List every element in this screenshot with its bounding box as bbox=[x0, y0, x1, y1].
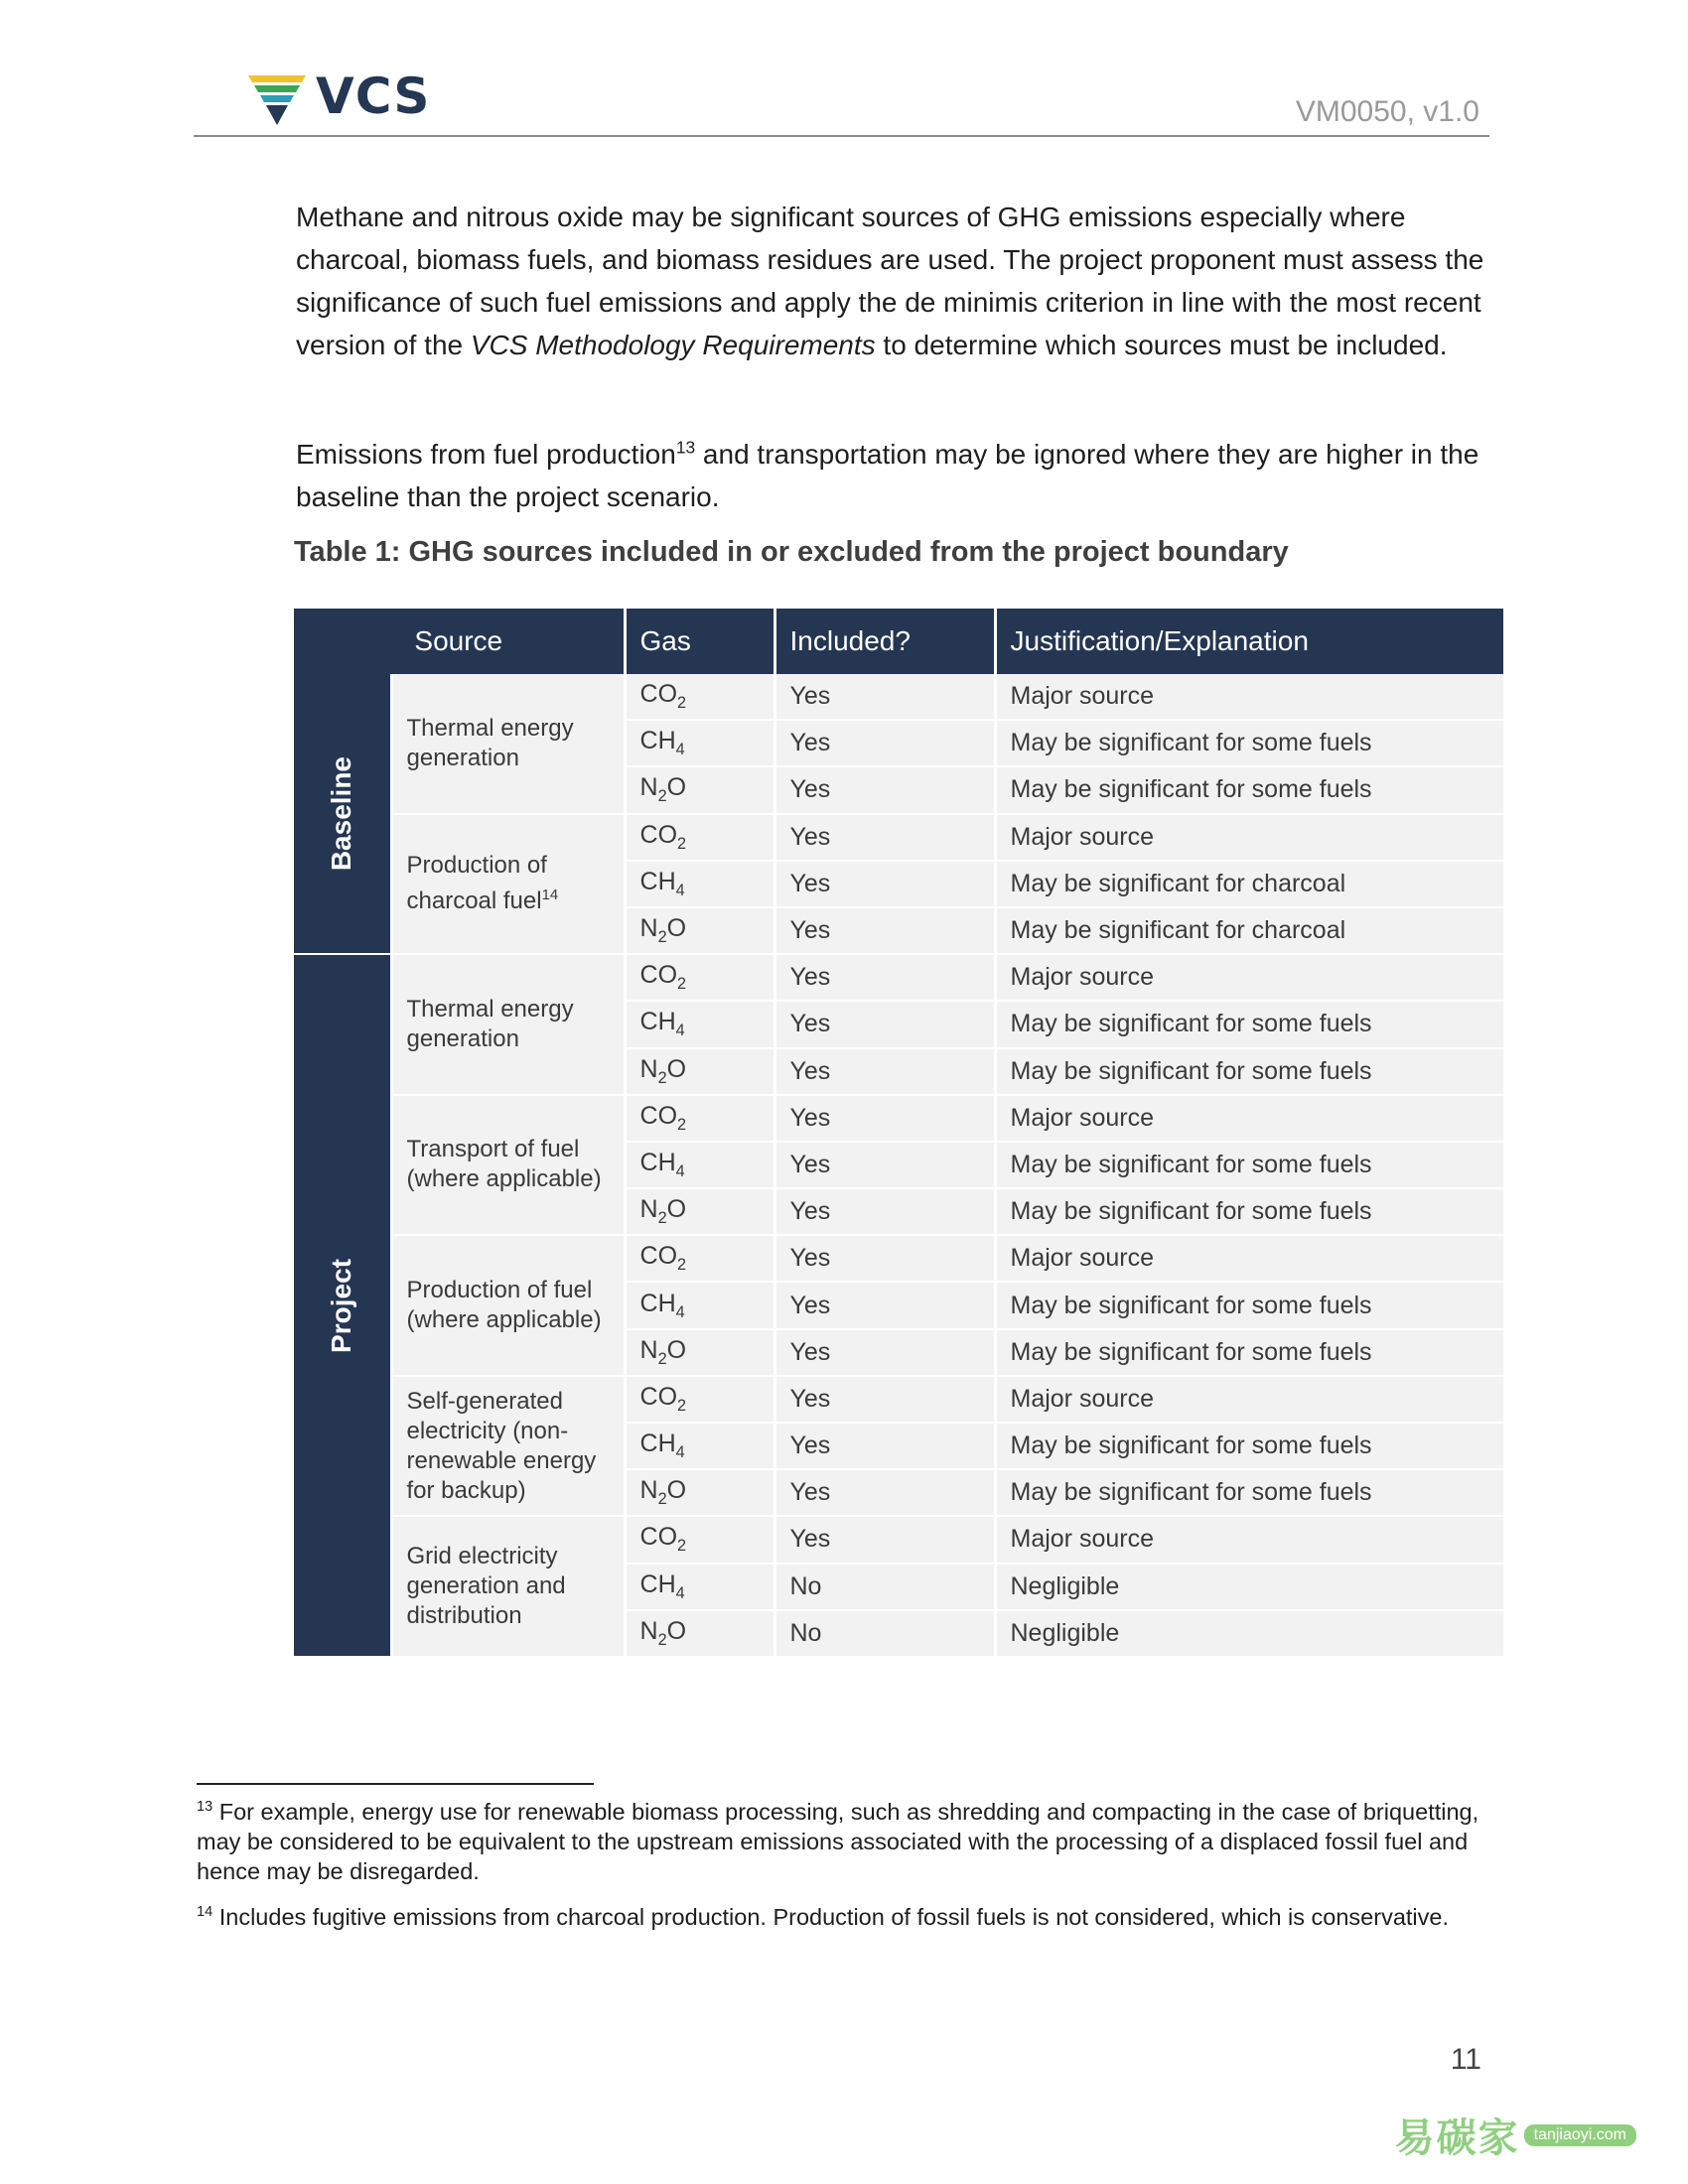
header-gas: Gas bbox=[625, 609, 774, 674]
included-cell: Yes bbox=[774, 720, 995, 766]
gas-cell: $N_2O$ bbox=[625, 1469, 774, 1516]
paragraph-2: Emissions from fuel production$^{13}$ and transportation may be ignored where they are higher in the baseline than the project scenario. bbox=[296, 437, 1479, 512]
vcs-chevron-icon bbox=[246, 66, 308, 127]
vcs-logo bbox=[246, 66, 430, 127]
included-cell: Yes bbox=[774, 814, 995, 861]
justification-cell: May be significant for some fuels bbox=[995, 1048, 1503, 1095]
footnote-separator bbox=[197, 1783, 594, 1785]
justification-cell: May be significant for some fuels bbox=[995, 766, 1503, 813]
source-name: Production of charcoal fuel$^{14}$ bbox=[391, 814, 625, 955]
gas-cell: $N_2O$ bbox=[625, 1329, 774, 1376]
justification-cell: Major source bbox=[995, 814, 1503, 861]
included-cell: Yes bbox=[774, 907, 995, 954]
included-cell: Yes bbox=[774, 1282, 995, 1328]
source-name: Transport of fuel (where applicable) bbox=[391, 1095, 625, 1236]
document-id: VM0050, v1.0 bbox=[1295, 95, 1479, 128]
gas-cell: $N_2O$ bbox=[625, 766, 774, 813]
justification-cell: May be significant for some fuels bbox=[995, 1282, 1503, 1328]
included-cell: Yes bbox=[774, 1188, 995, 1235]
source-name: Production of fuel (where applicable) bbox=[391, 1235, 625, 1376]
gas-cell: $CO_2$ bbox=[625, 1095, 774, 1142]
included-cell: Yes bbox=[774, 1376, 995, 1423]
header-included: Included? bbox=[774, 609, 995, 674]
included-cell: Yes bbox=[774, 1329, 995, 1376]
justification-cell: May be significant for some fuels bbox=[995, 1142, 1503, 1188]
paragraph-1: Methane and nitrous oxide may be significant sources of GHG emissions especially where charcoal, biomass fuels, and biomass residues are used. The project proponent must assess the significance of such fuel emissions and apply the de minimis criterion in line with the most recent version of the VCS Methodology Requirements to determine which sources must be included. bbox=[296, 202, 1484, 360]
included-cell: Yes bbox=[774, 1048, 995, 1095]
group-label-project: Project bbox=[294, 954, 391, 1657]
included-cell: Yes bbox=[774, 1095, 995, 1142]
header-rule bbox=[194, 135, 1489, 137]
justification-cell: Major source bbox=[995, 954, 1503, 1001]
justification-cell: Major source bbox=[995, 1235, 1503, 1282]
footnote-13: $^{13}$ For example, energy use for renewable biomass processing, such as shredding and compacting in the case of briquetting, may be considered to be equivalent to the upstream emissions associated with the processing of a displaced fossil fuel and hence may be disregarded. bbox=[197, 1799, 1479, 1884]
header-source: Source bbox=[294, 609, 625, 674]
included-cell: Yes bbox=[774, 954, 995, 1001]
watermark-badge: tanjiaoyi.com bbox=[1524, 2124, 1636, 2146]
table-row bbox=[294, 674, 1503, 720]
table-caption: Table 1: GHG sources included in or excluded from the project boundary bbox=[294, 536, 1289, 568]
ghg-sources-table bbox=[294, 609, 1503, 1658]
footnote-ref-14[interactable]: 14 bbox=[541, 887, 559, 904]
justification-cell: Negligible bbox=[995, 1610, 1503, 1657]
group-label-baseline: Baseline bbox=[294, 674, 391, 954]
gas-cell: $CH_4$ bbox=[625, 1564, 774, 1610]
table-row bbox=[294, 1095, 1503, 1142]
justification-cell: May be significant for some fuels bbox=[995, 1469, 1503, 1516]
table-row bbox=[294, 1516, 1503, 1563]
table-row bbox=[294, 954, 1503, 1001]
included-cell: Yes bbox=[774, 1423, 995, 1469]
gas-cell: $CH_4$ bbox=[625, 720, 774, 766]
justification-cell: Major source bbox=[995, 1095, 1503, 1142]
included-cell: Yes bbox=[774, 766, 995, 813]
included-cell: Yes bbox=[774, 1235, 995, 1282]
gas-cell: $CH_4$ bbox=[625, 1423, 774, 1469]
gas-cell: $N_2O$ bbox=[625, 1048, 774, 1095]
gas-cell: $N_2O$ bbox=[625, 1610, 774, 1657]
gas-cell: $CH_4$ bbox=[625, 861, 774, 907]
methodology-title: VCS Methodology Requirements bbox=[470, 330, 876, 360]
page-number: 11 bbox=[1450, 2043, 1481, 2076]
header-justification: Justification/Explanation bbox=[995, 609, 1503, 674]
justification-cell: Negligible bbox=[995, 1564, 1503, 1610]
gas-cell: $CO_2$ bbox=[625, 1376, 774, 1423]
gas-cell: $CO_2$ bbox=[625, 814, 774, 861]
gas-cell: $CO_2$ bbox=[625, 1235, 774, 1282]
justification-cell: May be significant for some fuels bbox=[995, 720, 1503, 766]
gas-cell: $CH_4$ bbox=[625, 1001, 774, 1047]
table-header-row bbox=[294, 609, 1503, 674]
justification-cell: May be significant for some fuels bbox=[995, 1423, 1503, 1469]
included-cell: Yes bbox=[774, 1469, 995, 1516]
table-row bbox=[294, 1376, 1503, 1423]
included-cell: Yes bbox=[774, 861, 995, 907]
justification-cell: Major source bbox=[995, 1376, 1503, 1423]
table-row bbox=[294, 1235, 1503, 1282]
gas-cell: $CH_4$ bbox=[625, 1142, 774, 1188]
included-cell: Yes bbox=[774, 1001, 995, 1047]
justification-cell: May be significant for charcoal bbox=[995, 907, 1503, 954]
included-cell: No bbox=[774, 1610, 995, 1657]
included-cell: Yes bbox=[774, 1142, 995, 1188]
footnote-ref-13[interactable]: 13 bbox=[675, 437, 696, 458]
justification-cell: Major source bbox=[995, 674, 1503, 720]
watermark bbox=[1395, 2107, 1636, 2163]
source-name: Thermal energy generation bbox=[391, 954, 625, 1095]
included-cell: No bbox=[774, 1564, 995, 1610]
gas-cell: $CH_4$ bbox=[625, 1282, 774, 1328]
justification-cell: Major source bbox=[995, 1516, 1503, 1563]
source-name: Self-generated electricity (non-renewable energy for backup) bbox=[391, 1376, 625, 1517]
footnote-14: $^{14}$ Includes fugitive emissions from charcoal production. Production of fossil fuels is not considered, which is conservative. bbox=[197, 1904, 1449, 1930]
justification-cell: May be significant for charcoal bbox=[995, 861, 1503, 907]
included-cell: Yes bbox=[774, 1516, 995, 1563]
gas-cell: $CO_2$ bbox=[625, 1516, 774, 1563]
watermark-text: 易碳家 bbox=[1394, 2116, 1520, 2160]
included-cell: Yes bbox=[774, 674, 995, 720]
gas-cell: $CO_2$ bbox=[625, 954, 774, 1001]
table-row bbox=[294, 814, 1503, 861]
source-name: Grid electricity generation and distribution bbox=[391, 1516, 625, 1657]
logo-text: VCS bbox=[316, 68, 431, 125]
gas-cell: $N_2O$ bbox=[625, 907, 774, 954]
justification-cell: May be significant for some fuels bbox=[995, 1329, 1503, 1376]
gas-cell: $N_2O$ bbox=[625, 1188, 774, 1235]
justification-cell: May be significant for some fuels bbox=[995, 1188, 1503, 1235]
source-name: Thermal energy generation bbox=[391, 674, 625, 814]
justification-cell: May be significant for some fuels bbox=[995, 1001, 1503, 1047]
gas-cell: $CO_2$ bbox=[625, 674, 774, 720]
